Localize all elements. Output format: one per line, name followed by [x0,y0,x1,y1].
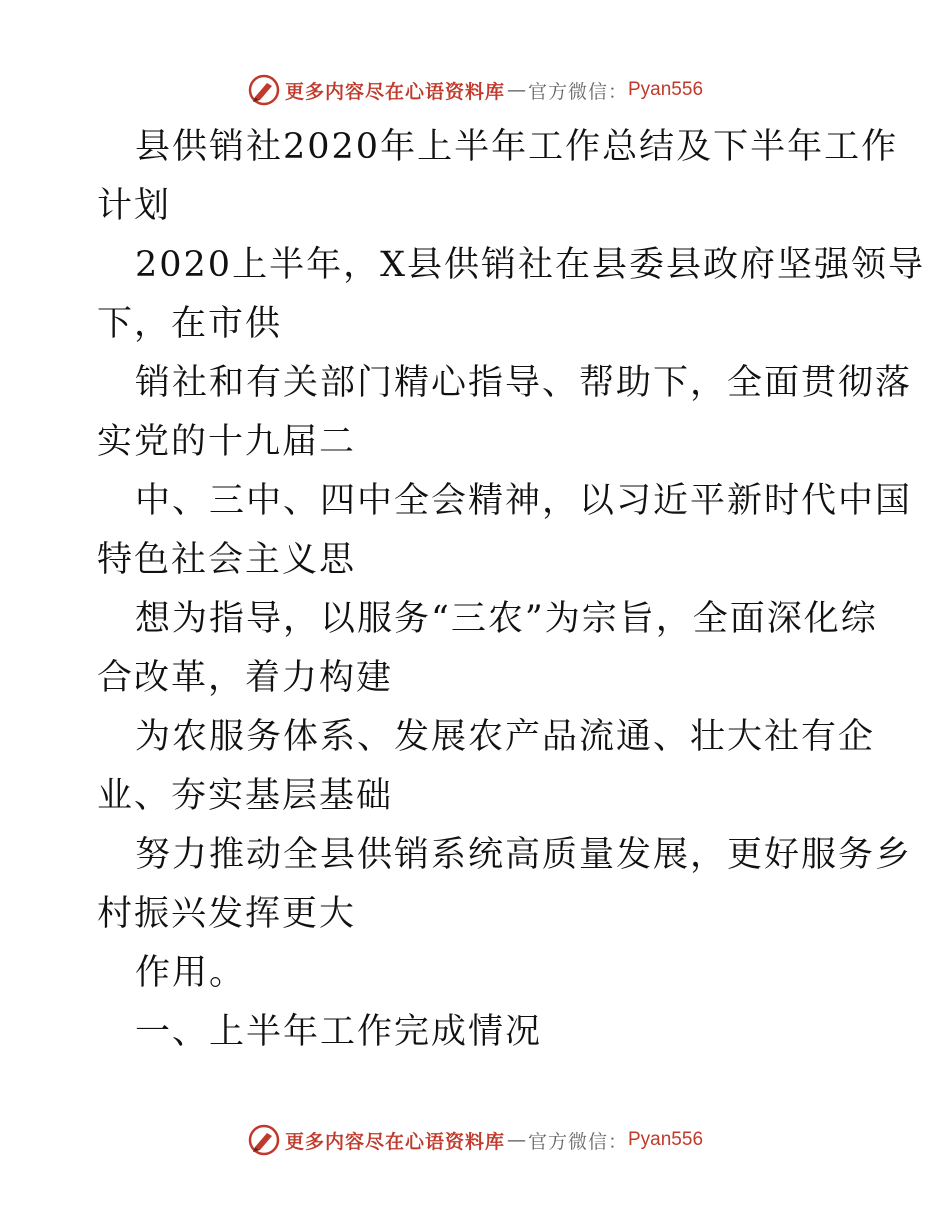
watermark-contact: 官方微信： [527,80,628,103]
watermark-separator: — [506,79,526,101]
document-body [97,118,925,1062]
title-line-2: 计划 [97,186,172,226]
title-line-1: 县供销社2020年上半年工作总结及下半年工作 [135,127,899,167]
footer-watermark [0,1122,950,1158]
watermark-separator: — [506,1129,526,1151]
watermark-id: Pyan556 [628,79,704,100]
watermark-text: 更多内容尽在心语资料库 [284,80,505,103]
watermark-contact: 官方微信： [527,1130,628,1153]
paragraph-line: 努力推动全县供销系统高质量发展，更好服务乡 [135,835,913,875]
header-watermark [0,72,950,108]
paragraph-line: 为农服务体系、发展农产品流通、壮大社有企 [135,717,876,757]
paragraph-line: 2020上半年，X县供销社在县委县政府坚强领导 [135,245,925,285]
paragraph-line: 业、夯实基层基础 [97,776,394,816]
paragraph-line: 销社和有关部门精心指导、帮助下，全面贯彻落 [135,363,913,403]
pen-logo-icon [247,73,281,107]
paragraph-line: 中、三中、四中全会精神，以习近平新时代中国 [135,481,913,521]
watermark-text: 更多内容尽在心语资料库 [284,1130,505,1153]
paragraph-line: 合改革，着力构建 [97,658,394,698]
paragraph-line: 实党的十九届二 [97,422,357,462]
paragraph-line: 想为指导，以服务“三农”为宗旨，全面深化综 [135,599,878,639]
pen-logo-icon [247,1123,281,1157]
paragraph-line: 作用。 [135,953,247,993]
paragraph-line: 村振兴发挥更大 [97,894,357,934]
paragraph-line: 特色社会主义思 [97,540,357,580]
paragraph-line: 下，在市供 [97,304,283,344]
section-heading: 一、上半年工作完成情况 [135,1012,543,1052]
watermark-id: Pyan556 [628,1129,704,1150]
